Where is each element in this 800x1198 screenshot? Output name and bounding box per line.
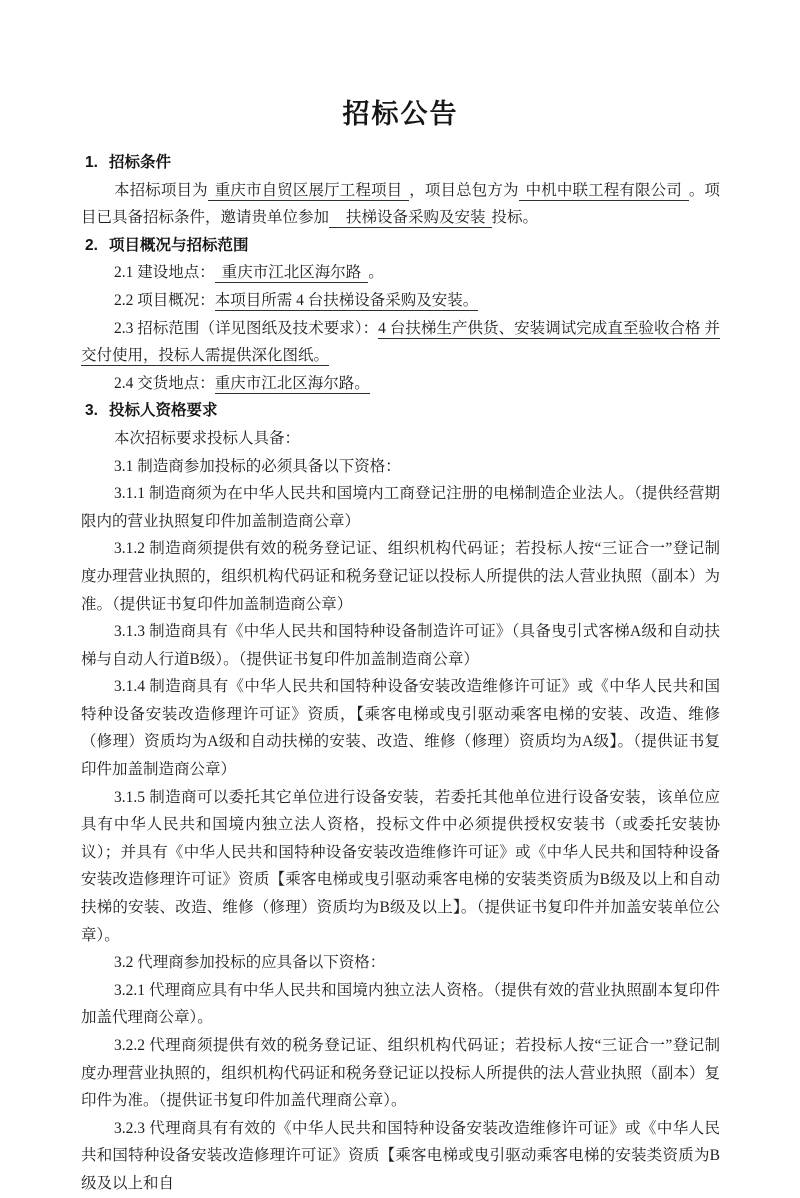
paragraph-project-intro (81, 177, 720, 232)
paragraph-3-2: 3.2 代理商参加投标的应具备以下资格： (114, 954, 386, 972)
underlined-field-general-contractor: 中机中联工程有限公司 (519, 182, 689, 201)
section-3-number: 3. (85, 402, 98, 420)
underlined-field-delivery-location: 重庆市江北区海尔路。 (214, 374, 370, 392)
section-2-heading (81, 232, 720, 260)
underlined-field-site-location: 重庆市江北区海尔路 (215, 264, 369, 283)
paragraph-3-1-1: 3.1.1 制造商须为在中华人民共和国境内工商登记注册的电梯制造企业法人。（提供经营期限内的营业执照复印件加盖制造商公章） (81, 485, 720, 530)
document-title: 招标公告 (342, 99, 459, 129)
underlined-field-bid-package: 扶梯设备采购及安装 (329, 209, 492, 228)
section-3-title: 投标人资格要求 (109, 402, 218, 420)
text-run: 本招标项目为 (114, 181, 208, 199)
paragraph-3-1-5: 3.1.5 制造商可以委托其它单位进行设备安装，若委托其他单位进行设备安装，该单位应具有中华人民共和国境内独立法人资格，投标文件中必须提供授权安装书（或委托安装协议）；并具有《中华人民共和国特种设备安装改造维修许可证》或《中华人民共和国特种设备安装改造修理许可证》资质【乘客电梯或曳引驱动乘客电梯的安装类资质为B级及以上和自动扶梯的安装、改造、维修（修理）资质均为B级及以上】。（提供证书复印件并加盖安装单位公章）。 (81, 788, 720, 944)
underlined-field-bid-scope: 4 台扶梯生产供货、安装调试完成直至验收合格 并交付使用，投标人需提供深化图纸。 (81, 319, 720, 365)
paragraph-3-2-2: 3.2.2 代理商须提供有效的税务登记证、组织机构代码证；若投标人按“三证合一”登记制度办理营业执照的，组织机构代码证和税务登记证以投标人所提供的法人营业执照（副本）复印件为准。（提供证书复印件加盖代理商公章）。 (81, 1037, 720, 1110)
section-1-number: 1. (85, 154, 98, 171)
section-2-number: 2. (85, 236, 98, 254)
section-3-heading (81, 397, 720, 425)
paragraph-qualification-intro: 本次招标要求投标人具备： (114, 429, 301, 447)
underlined-field-project-name: 重庆市自贸区展厅工程项目 (208, 182, 409, 201)
text-run: 投标。 (491, 209, 539, 227)
paragraph-3-1-3: 3.1.3 制造商具有《中华人民共和国特种设备制造许可证》（具备曳引式客梯A级和自动扶梯与自动人行道B级）。（提供证书复印件加盖制造商公章） (81, 623, 720, 668)
section-1-title: 招标条件 (109, 154, 172, 171)
paragraph-3-1-2: 3.1.2 制造商须提供有效的税务登记证、组织机构代码证；若投标人按“三证合一”登记制度办理营业执照的，组织机构代码证和税务登记证以投标人所提供的法人营业执照（副本）为准。（提供证书复印件加盖制造商公章） (81, 540, 720, 613)
text-run: 。项目已具备招标条件，邀请贵单位参加 (81, 181, 720, 227)
section-1-heading (81, 149, 720, 177)
paragraph-3-2-1: 3.2.1 代理商应具有中华人民共和国境内独立法人资格。（提供有效的营业执照副本复印件加盖代理商公章）。 (81, 981, 720, 1027)
paragraph-2-1 (81, 259, 720, 287)
paragraph-2-3 (81, 315, 720, 370)
text-run: ，项目总包方为 (409, 181, 519, 199)
paragraph-2-4 (81, 370, 720, 398)
text-run: 2.2 项目概况： (114, 291, 215, 309)
section-2-title: 项目概况与招标范围 (109, 236, 249, 254)
paragraph-3-1-4: 3.1.4 制造商具有《中华人民共和国特种设备安装改造维修许可证》或《中华人民共和国特种设备安装改造修理许可证》资质，【乘客电梯或曳引驱动乘客电梯的安装、改造、维修（修理）资质均为A级和自动扶梯的安装、改造、维修（修理）资质均为A级】。（提供证书复印件加盖制造商公章） (81, 678, 720, 779)
paragraph-3-1: 3.1 制造商参加投标的必须具备以下资格： (114, 457, 401, 475)
text-run: 。 (368, 264, 384, 282)
text-run: 2.3 招标范围（详见图纸及技术要求）： (114, 319, 379, 337)
text-run: 2.1 建设地点： (114, 264, 215, 282)
paragraph-2-2 (81, 287, 720, 315)
underlined-field-project-overview: 本项目所需 4 台扶梯设备采购及安装。 (214, 291, 479, 309)
text-run: 2.4 交货地点： (114, 374, 215, 392)
paragraph-3-2-3: 3.2.3 代理商具有有效的《中华人民共和国特种设备安装改造维修许可证》或《中华人民共和国特种设备安装改造修理许可证》资质【乘客电梯或曳引驱动乘客电梯的安装类资质为B级及以上和自 (81, 1119, 720, 1192)
